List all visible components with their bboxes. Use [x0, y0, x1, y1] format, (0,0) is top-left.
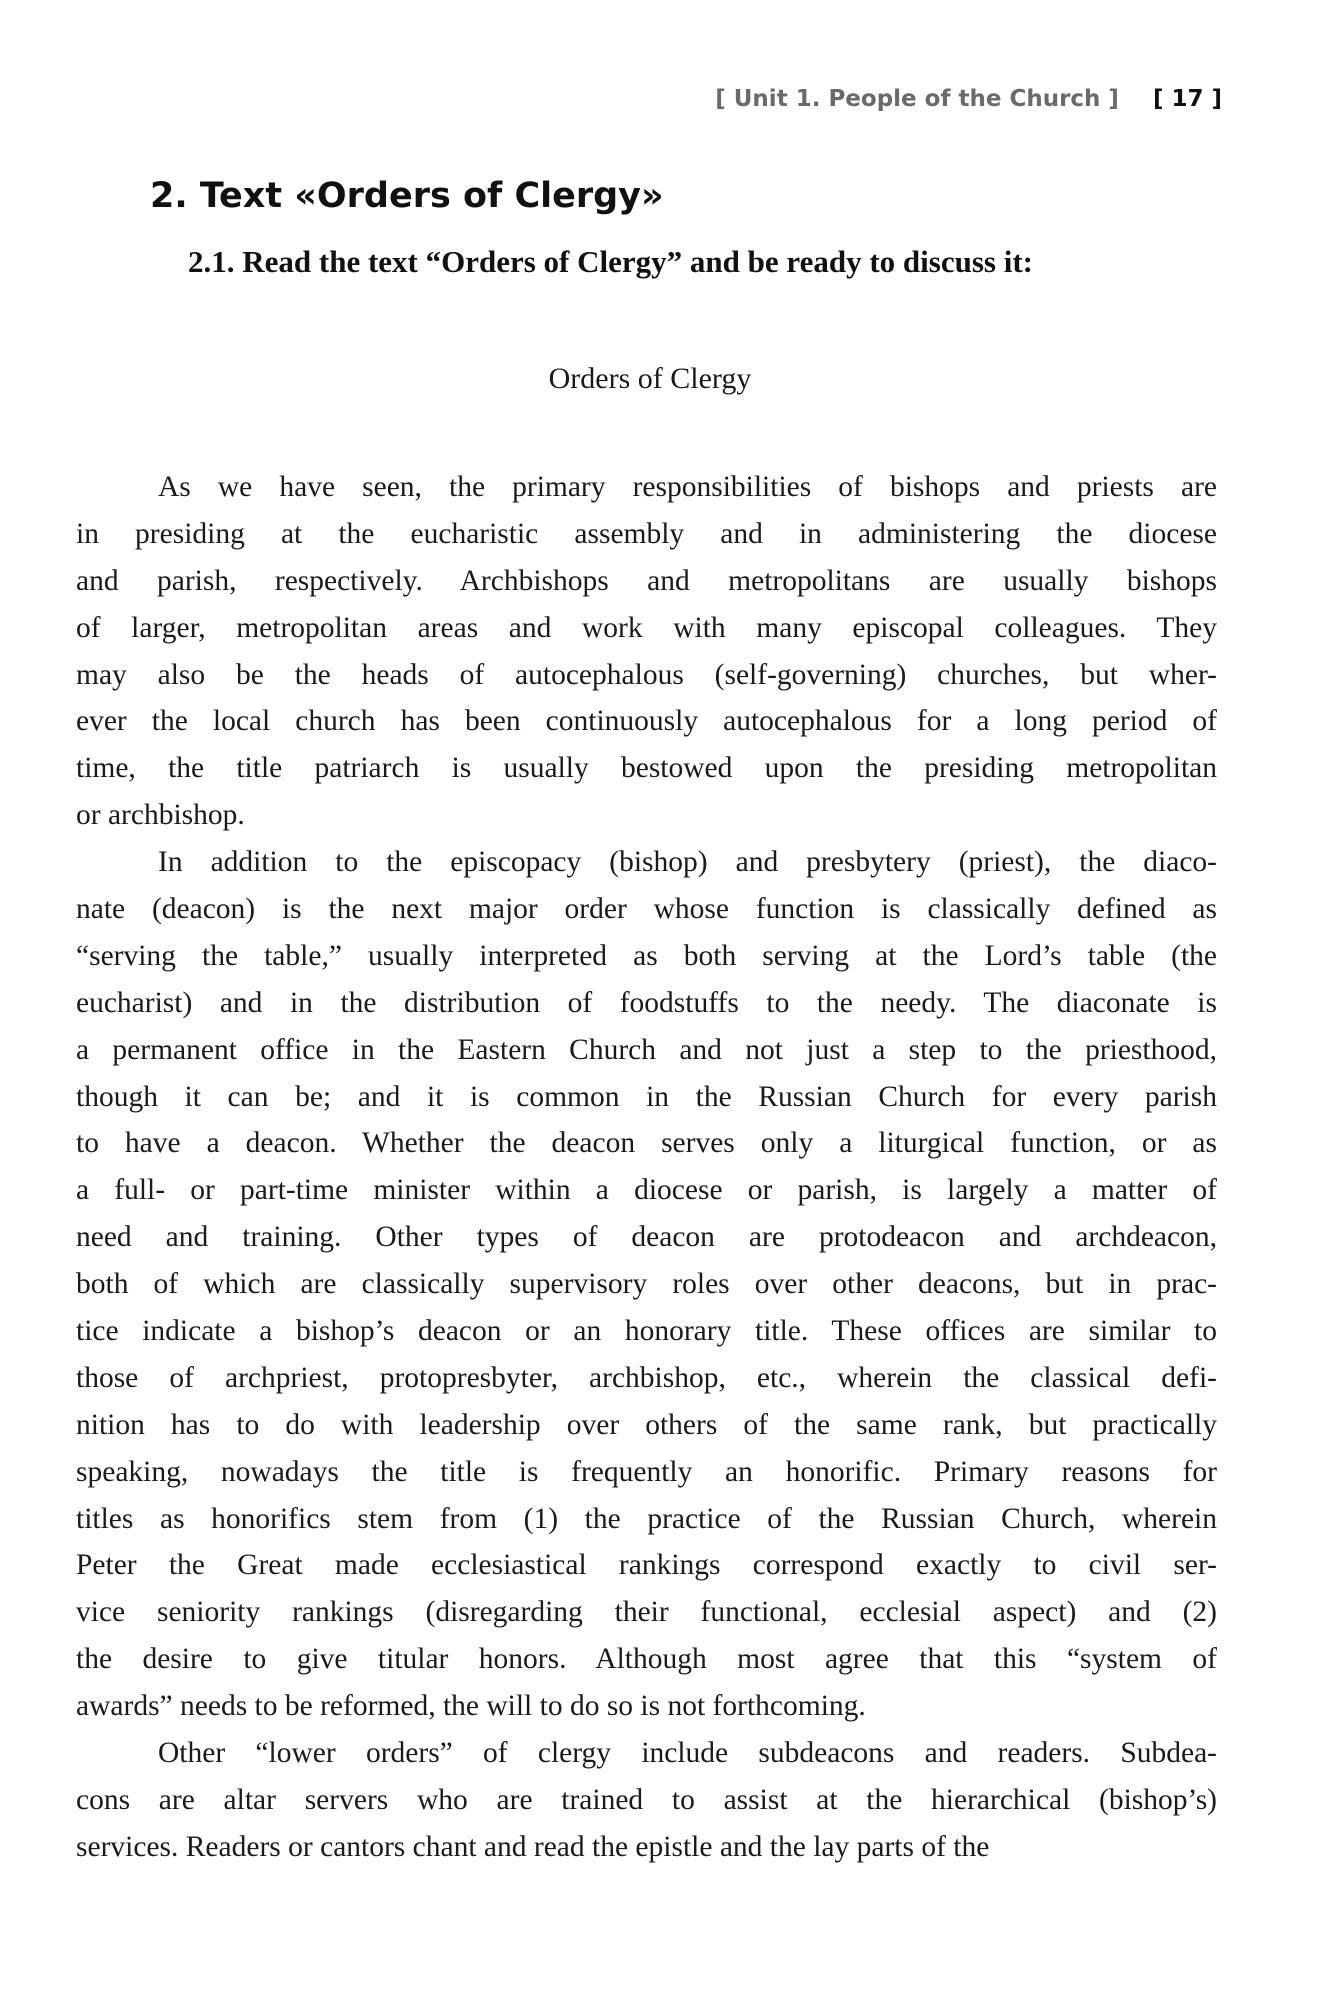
text-line: nate (deacon) is the next major order whose function is classically defined as — [76, 893, 1217, 926]
text-line: vice seniority rankings (disregarding their functional, ecclesial aspect) and (2) — [76, 1596, 1217, 1629]
text-line: or archbishop. — [76, 799, 245, 832]
text-line: speaking, nowadays the title is frequently an honorific. Primary reasons for — [76, 1455, 1217, 1488]
text-line: “serving the table,” usually interpreted as both serving at the Lord’s table (the — [76, 939, 1217, 972]
text-line: services. Readers or cantors chant and read the epistle and the lay parts of the — [76, 1830, 990, 1863]
text-line: time, the title patriarch is usually bestowed upon the presiding metropolitan — [76, 752, 1217, 785]
text-line: nition has to do with leadership over others of the same rank, but practically — [76, 1408, 1217, 1441]
text-line: ever the local church has been continuously autocephalous for a long period of — [76, 705, 1217, 738]
text-line: those of archpriest, protopresbyter, archbishop, etc., wherein the classical defi- — [76, 1361, 1217, 1394]
text-line: Peter the Great made ecclesiastical rankings correspond exactly to civil ser- — [76, 1549, 1217, 1582]
body-text — [76, 464, 1217, 1871]
text-line: may also be the heads of autocephalous (self-governing) churches, but wher- — [76, 658, 1217, 691]
text-line: eucharist) and in the distribution of foodstuffs to the needy. The diaconate is — [76, 986, 1217, 1019]
text-title: Orders of Clergy — [548, 362, 752, 395]
task-heading: 2.1. Read the text “Orders of Clergy” and be ready to discuss it: — [188, 244, 1033, 279]
section-heading: 2. Text «Orders of Clergy» — [150, 176, 664, 216]
text-line: though it can be; and it is common in the Russian Church for every parish — [76, 1080, 1217, 1113]
page-number: [ 17 ] — [1152, 86, 1222, 112]
text-line: a full- or part-time minister within a diocese or parish, is largely a matter of — [76, 1174, 1217, 1207]
text-line: titles as honorifics stem from (1) the practice of the Russian Church, wherein — [76, 1502, 1217, 1535]
text-line: Other “lower orders” of clergy include subdeacons and readers. Subdea- — [158, 1737, 1217, 1770]
text-line: need and training. Other types of deacon are protodeacon and archdeacon, — [76, 1221, 1217, 1254]
text-line: awards” needs to be reformed, the will to do so is not forthcoming. — [76, 1690, 866, 1723]
text-line: cons are altar servers who are trained to assist at the hierarchical (bishop’s) — [76, 1783, 1217, 1816]
text-line: to have a deacon. Whether the deacon serves only a liturgical function, or as — [76, 1127, 1217, 1160]
text-line: tice indicate a bishop’s deacon or an honorary title. These offices are similar to — [76, 1315, 1217, 1348]
running-header — [715, 86, 1222, 112]
text-line: the desire to give titular honors. Although most agree that this “system of — [76, 1643, 1217, 1676]
text-line: In addition to the episcopacy (bishop) and presbytery (priest), the diaco- — [158, 846, 1217, 879]
text-line: and parish, respectively. Archbishops and metropolitans are usually bishops — [76, 564, 1217, 597]
text-line: As we have seen, the primary responsibilities of bishops and priests are — [158, 471, 1217, 503]
text-line: a permanent office in the Eastern Church and not just a step to the priesthood, — [76, 1033, 1217, 1066]
text-line: both of which are classically supervisory roles over other deacons, but in prac- — [76, 1268, 1217, 1301]
text-line: in presiding at the eucharistic assembly and in administering the diocese — [76, 517, 1217, 550]
text-line: of larger, metropolitan areas and work with many episcopal colleagues. They — [76, 611, 1217, 644]
unit-title: [ Unit 1. People of the Church ] — [715, 86, 1119, 112]
